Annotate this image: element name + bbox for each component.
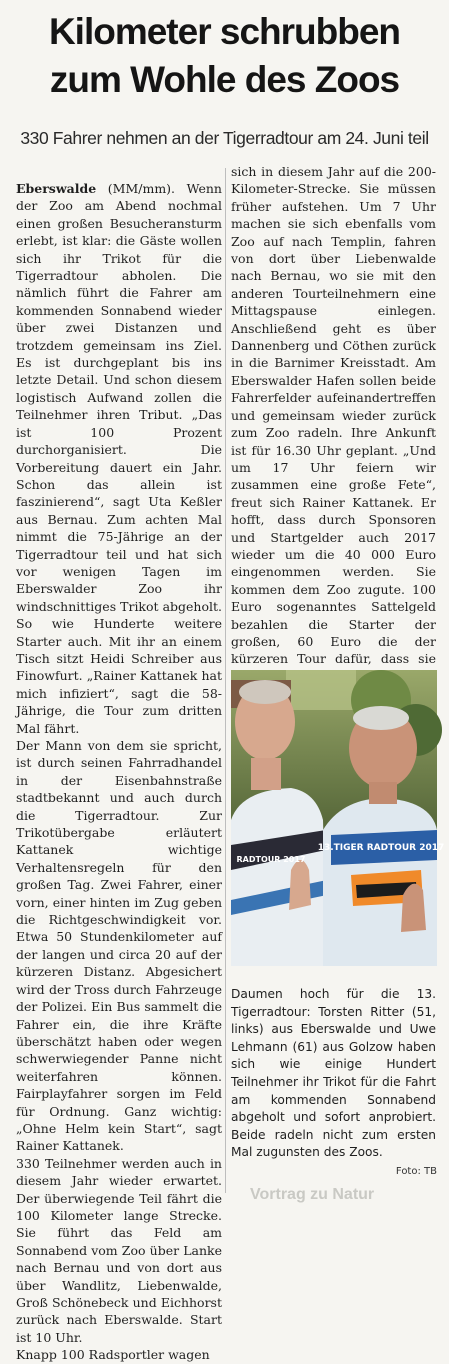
jersey-left-text: RADTOUR 2017 <box>236 855 306 864</box>
headline-line-1: Kilometer schrubben <box>48 11 401 52</box>
paragraph <box>16 180 222 737</box>
paragraph: sich in diesem Jahr auf die 200-Kilometer-Strecke. Sie müssen früher aufstehen. Um 7 Uhr machen sie sich ebenfalls vom Zoo auf nach Templin, fahren von dort über Liebenwalde nach Bernau, wo sie mit den anderen Tourteilnehmern eine Mittagspause einlegen. Anschließend geht es über Dannenberg und Cöthen zurück in die Barnimer Kreisstadt. Am Eberswalder Hafen sollen beide Fahrerfelder aufeinandertreffen und gemeinsam wieder zurück zum Zoo radeln. Ihre Ankunft ist für 16.30 Uhr geplant. „Und um 17 Uhr feiern wir zusammen eine große Fete“, freut sich Rainer Kattanek. Er hofft, dass durch Sponsoren und Startgelder auch 2017 wieder um die 40 000 Euro eingenommen werden. Sie kommen dem Zoo zugute. 100 Euro sogenanntes Sattelgeld bezahlen die Starter der großen, 60 Euro die der kürzeren Tour dafür, dass sie <box>231 164 436 667</box>
photo-illustration <box>231 670 445 966</box>
paragraph: 330 Teilnehmer werden auch in diesem Jahr wieder erwartet. Der überwiegende Teil fährt die 100 Kilometer lange Strecke. Sie führt das Feld am Sonnabend vom Zoo über Lanke nach Bernau und von dort aus über Wandlitz, Liebenwalde, Groß Schönebeck und Eichhorst zurück nach Eberswalde. Start ist 10 Uhr. <box>16 1155 222 1345</box>
bleed-through-text: Vortrag zu Natur <box>250 1186 375 1203</box>
photo-caption <box>231 986 436 1162</box>
paragraph: Knapp 100 Radsportler wagen <box>16 1347 210 1363</box>
column-divider <box>225 168 226 1193</box>
caption-text: Daumen hoch für die 13. Tigerradtour: Torsten Ritter (51, links) aus Eberswalde und Uwe Lehmann (61) aus Golzow haben sich wie einige Hundert Teilnehmer ihr Trikot für die Fahrt am kommenden Sonnabend abgeholt und sofort anprobiert. Beide radeln nicht zum ersten Mal zugunsten des Zoos. <box>231 987 436 1160</box>
article-column-1 <box>16 180 222 1363</box>
dateline: Eberswalde <box>16 181 97 196</box>
paragraph: Der Mann von dem sie spricht, ist durch seinen Fahrradhandel in der Eisenbahnstraße stadtbekannt und auch durch die Tigerradtour. Zur Trikotübergabe erläutert Kattanek wichtige Verhaltensregeln für den großen Tag. Zwei Fahrer, einer vorn, einer hinten im Zug geben die Richtgeschwindigkeit vor. Etwa 50 Stundenkilometer auf der langen und circa 20 auf der kürzeren Distanz. Abgesichert wird der Tross durch Fahrzeuge der Polizei. Ein Bus sammelt die Fahrer ein, die ihre Kräfte überschätzt haben oder wegen schwerwiegender Panne nicht weiterfahren können. Fairplayfahrer sorgen im Feld für Ordnung. Ganz wichtig: „Ohne Helm kein Start“, sagt Rainer Kattanek. <box>16 738 222 1154</box>
subtitle: 330 Fahrer nehmen an der Tigerradtour am 24. Juni teil <box>20 128 429 148</box>
paragraph-text: (MM/mm). Wenn der Zoo am Abend nochmal einen großen Besucheransturm erlebt, ist klar: die Gäste wollen sich ihr Trikot für die Tigerradtour abholen. Die nämlich führt die Fahrer am kommenden Sonnabend wieder über zwei Distanzen und trotzdem gemeinsam ins Ziel. Es ist durchgeplant bis ins letzte Detail. Und schon diesem logistisch Aufwand zollen die Teilnehmer ihren Tribut. „Das ist 100 Prozent durchorganisiert. Die Vorbereitung dauert ein Jahr. Schon das allein ist faszinierend“, sagt Uta Keßler aus Bernau. Zum achten Mal nimmt die 75-Jährige an der Tigerradtour teil und hat sich vor wenigen Tagen im Eberswalder Zoo ihr windschnittiges Trikot abgeholt. So wie Hunderte weitere Starter auch. Mit ihr an einem Tisch sitzt Heidi Schreiber aus Finowfurt. „Rainer Kattanek hat mich infiziert“, sagt die 58-Jährige, die Tour zum dritten Mal fährt. <box>16 181 222 736</box>
headline <box>0 8 449 104</box>
headline-line-2: zum Wohle des Zoos <box>49 59 400 100</box>
article-column-2 <box>231 163 436 667</box>
photo-two-cyclists <box>231 670 445 966</box>
photo-credit: Foto: TB <box>395 1166 437 1177</box>
jersey-right-text: 13.TIGER RADTOUR 2017 <box>317 843 445 853</box>
